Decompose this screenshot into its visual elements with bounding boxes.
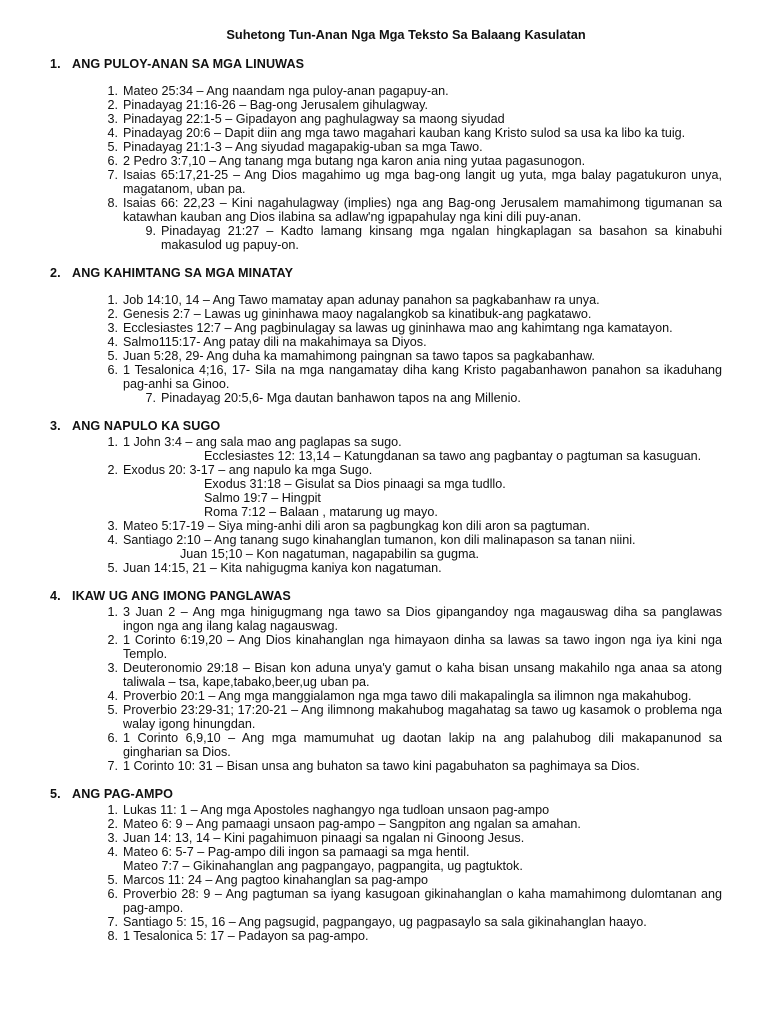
list-item: 6. 2 Pedro 3:7,10 – Ang tanang mga butang nga karon ania ning yutaa pagasunogon.	[107, 154, 586, 168]
list-item: 4. Proverbio 20:1 – Ang mga manggialamon nga mga tawo dili makapalingla sa ilimnon nga makahubog.	[107, 689, 692, 703]
section-heading: 2. ANG KAHIMTANG SA MGA MINATAY	[50, 266, 294, 280]
list-item: 2. Exodus 20: 3-17 – ang napulo ka mga Sugo.	[107, 463, 373, 477]
list-item: 7. Pinadayag 20:5,6- Mga dautan banhawon tapos na ang Millenio.	[145, 391, 521, 405]
list-item: 1. Mateo 25:34 – Ang naandam nga puloy-anan pagapuy-an.	[107, 84, 449, 98]
section-puloy-anan	[50, 57, 722, 252]
list-item: 3. Juan 14: 13, 14 – Kini pagahimuon pinaagi sa ngalan ni Ginoong Jesus.	[107, 831, 525, 845]
list-item: 3. Mateo 5:17-19 – Siya ming-anhi dili aron sa pagbungkag kon dili aron sa pagtuman.	[107, 519, 590, 533]
list-item: 8. 1 Tesalonica 5: 17 – Padayon sa pag-ampo.	[107, 929, 369, 943]
section-kahimtang	[50, 266, 722, 405]
list-item: 2. 1 Corinto 6:19,20 – Ang Dios kinahanglan nga himayaon dinha sa lawas sa tawo ingon nga iya kini nga Templo.	[107, 633, 722, 661]
section-heading: 3. ANG NAPULO KA SUGO	[50, 419, 221, 433]
list-item: 4. Santiago 2:10 – Ang tanang sugo kinahanglan tumanon, kon dili malinapason sa tanan niini.	[107, 533, 636, 547]
list-item: 6. 1 Tesalonica 4;16, 17- Sila na mga nangamatay diha kang Kristo pagabanhawon panahon sa ikaduhang pag-anhi sa Ginoo.	[107, 363, 722, 391]
list-item: 4. Salmo115:17- Ang patay dili na makahimaya sa Diyos.	[107, 335, 427, 349]
list-item: 9. Pinadayag 21:27 – Kadto lamang kinsang mga ngalan hingkaplagan sa basahon sa kinabuhi makasulod ug papuy-on.	[145, 224, 722, 252]
list-subitem: Exodus 31:18 – Gisulat sa Dios pinaagi sa mga tudllo.	[204, 477, 506, 491]
section-panglawas	[50, 589, 722, 773]
list-item: 4. Pinadayag 20:6 – Dapit diin ang mga tawo magahari kauban kang Kristo sulod sa usa ka libo ka tuig.	[107, 126, 686, 140]
list-subitem: Roma 7:12 – Balaan , matarung ug mayo.	[204, 505, 438, 519]
list-item: 5. Proverbio 23:29-31; 17:20-21 – Ang ilimnong makahubog magahatag sa tawo ug kasamok o problema nga walay igong hinungdan.	[107, 703, 722, 731]
section-heading: 1. ANG PULOY-ANAN SA MGA LINUWAS	[50, 57, 305, 71]
list-item: 1. 3 Juan 2 – Ang mga hinigugmang nga tawo sa Dios gipangandoy nga magauswag diha sa panglawas ingon nga ang ilang kalag nagauswag.	[107, 605, 722, 633]
section-heading: 4. IKAW UG ANG IMONG PANGLAWAS	[50, 589, 291, 603]
list-item: 5. Juan 14:15, 21 – Kita nahigugma kaniya kon nagatuman.	[107, 561, 442, 575]
list-item: 6. Proverbio 28: 9 – Ang pagtuman sa iyang kasugoan gikinahanglan o kaha mamahimong dulomtanan ang pag-ampo.	[107, 887, 722, 915]
list-subitem: Ecclesiastes 12: 13,14 – Katungdanan sa tawo ang pagbantay o pagtuman sa kasuguan.	[204, 449, 702, 463]
section-pag-ampo	[50, 787, 722, 943]
list-item: 1. 1 John 3:4 – ang sala mao ang paglapas sa sugo.	[107, 435, 402, 449]
list-item: 2. Pinadayag 21:16-26 – Bag-ong Jerusalem gihulagway.	[107, 98, 429, 112]
list-item: 8. Isaias 66: 22,23 – Kini nagahulagway (implies) nga ang Bag-ong Jerusalem mamahimong tigumanan sa katawhan kauban ang Dios ilabina sa adlaw'ng igpapahulay nga kini dili puy-anan.	[107, 196, 722, 224]
list-item: 2. Genesis 2:7 – Lawas ug gininhawa maoy nagalangkob sa kinatibuk-ang pagkatawo.	[107, 307, 592, 321]
list-item: 3. Pinadayag 22:1-5 – Gipadayon ang paghulagway sa maong siyudad	[107, 112, 505, 126]
list-subitem: Juan 15;10 – Kon nagatuman, nagapabilin sa gugma.	[180, 547, 479, 561]
section-heading: 5. ANG PAG-AMPO	[50, 787, 174, 801]
list-subitem: Mateo 7:7 – Gikinahanglan ang pagpangayo, pagpangita, ug pagtuktok.	[123, 859, 523, 873]
list-item: 2. Mateo 6: 9 – Ang pamaagi unsaon pag-ampo – Sangpiton ang ngalan sa amahan.	[107, 817, 581, 831]
list-subitem: Salmo 19:7 – Hingpit	[204, 491, 321, 505]
section-napulo-ka-sugo	[50, 419, 722, 575]
list-item: 7. Santiago 5: 15, 16 – Ang pagsugid, pagpangayo, ug pagpasaylo sa sala gikinahanglan haayo.	[107, 915, 647, 929]
page-title: Suhetong Tun-Anan Nga Mga Teksto Sa Balaang Kasulatan	[226, 27, 586, 42]
list-item: 1. Lukas 11: 1 – Ang mga Apostoles naghangyo nga tudloan unsaon pag-ampo	[107, 803, 550, 817]
list-item: 6. 1 Corinto 6,9,10 – Ang mga mamumuhat ug daotan lakip na ang palahubog dili makapanunod sa gingharian sa Dios.	[107, 731, 722, 759]
list-item: 5. Juan 5:28, 29- Ang duha ka mamahimong paingnan sa tawo tapos sa pagkabanhaw.	[107, 349, 595, 363]
list-item: 3. Ecclesiastes 12:7 – Ang pagbinulagay sa lawas ug gininhawa mao ang kahimtang nga kamatayon.	[107, 321, 673, 335]
list-item: 5. Pinadayag 21:1-3 – Ang siyudad magapakig-uban sa mga Tawo.	[107, 140, 483, 154]
list-item: 3. Deuteronomio 29:18 – Bisan kon aduna unya'y gamut o kaha bisan unsang makahilo nga anaa sa atong taliwala – tsa, kape,tabako,beer,ug uban pa.	[107, 661, 722, 689]
list-item: 7. 1 Corinto 10: 31 – Bisan unsa ang buhaton sa tawo kini pagabuhaton sa paghimaya sa Dios.	[107, 759, 640, 773]
list-item: 5. Marcos 11: 24 – Ang pagtoo kinahanglan sa pag-ampo	[107, 873, 429, 887]
list-item: 7. Isaias 65:17,21-25 – Ang Dios magahimo ug mga bag-ong langit ug yuta, mga balay pagatukuron unya, magatanom, uban pa.	[107, 168, 722, 196]
list-item: 1. Job 14:10, 14 – Ang Tawo mamatay apan adunay panahon sa pagkabanhaw ra unya.	[107, 293, 600, 307]
list-item: 4. Mateo 6: 5-7 – Pag-ampo dili ingon sa pamaagi sa mga hentil.	[107, 845, 470, 859]
